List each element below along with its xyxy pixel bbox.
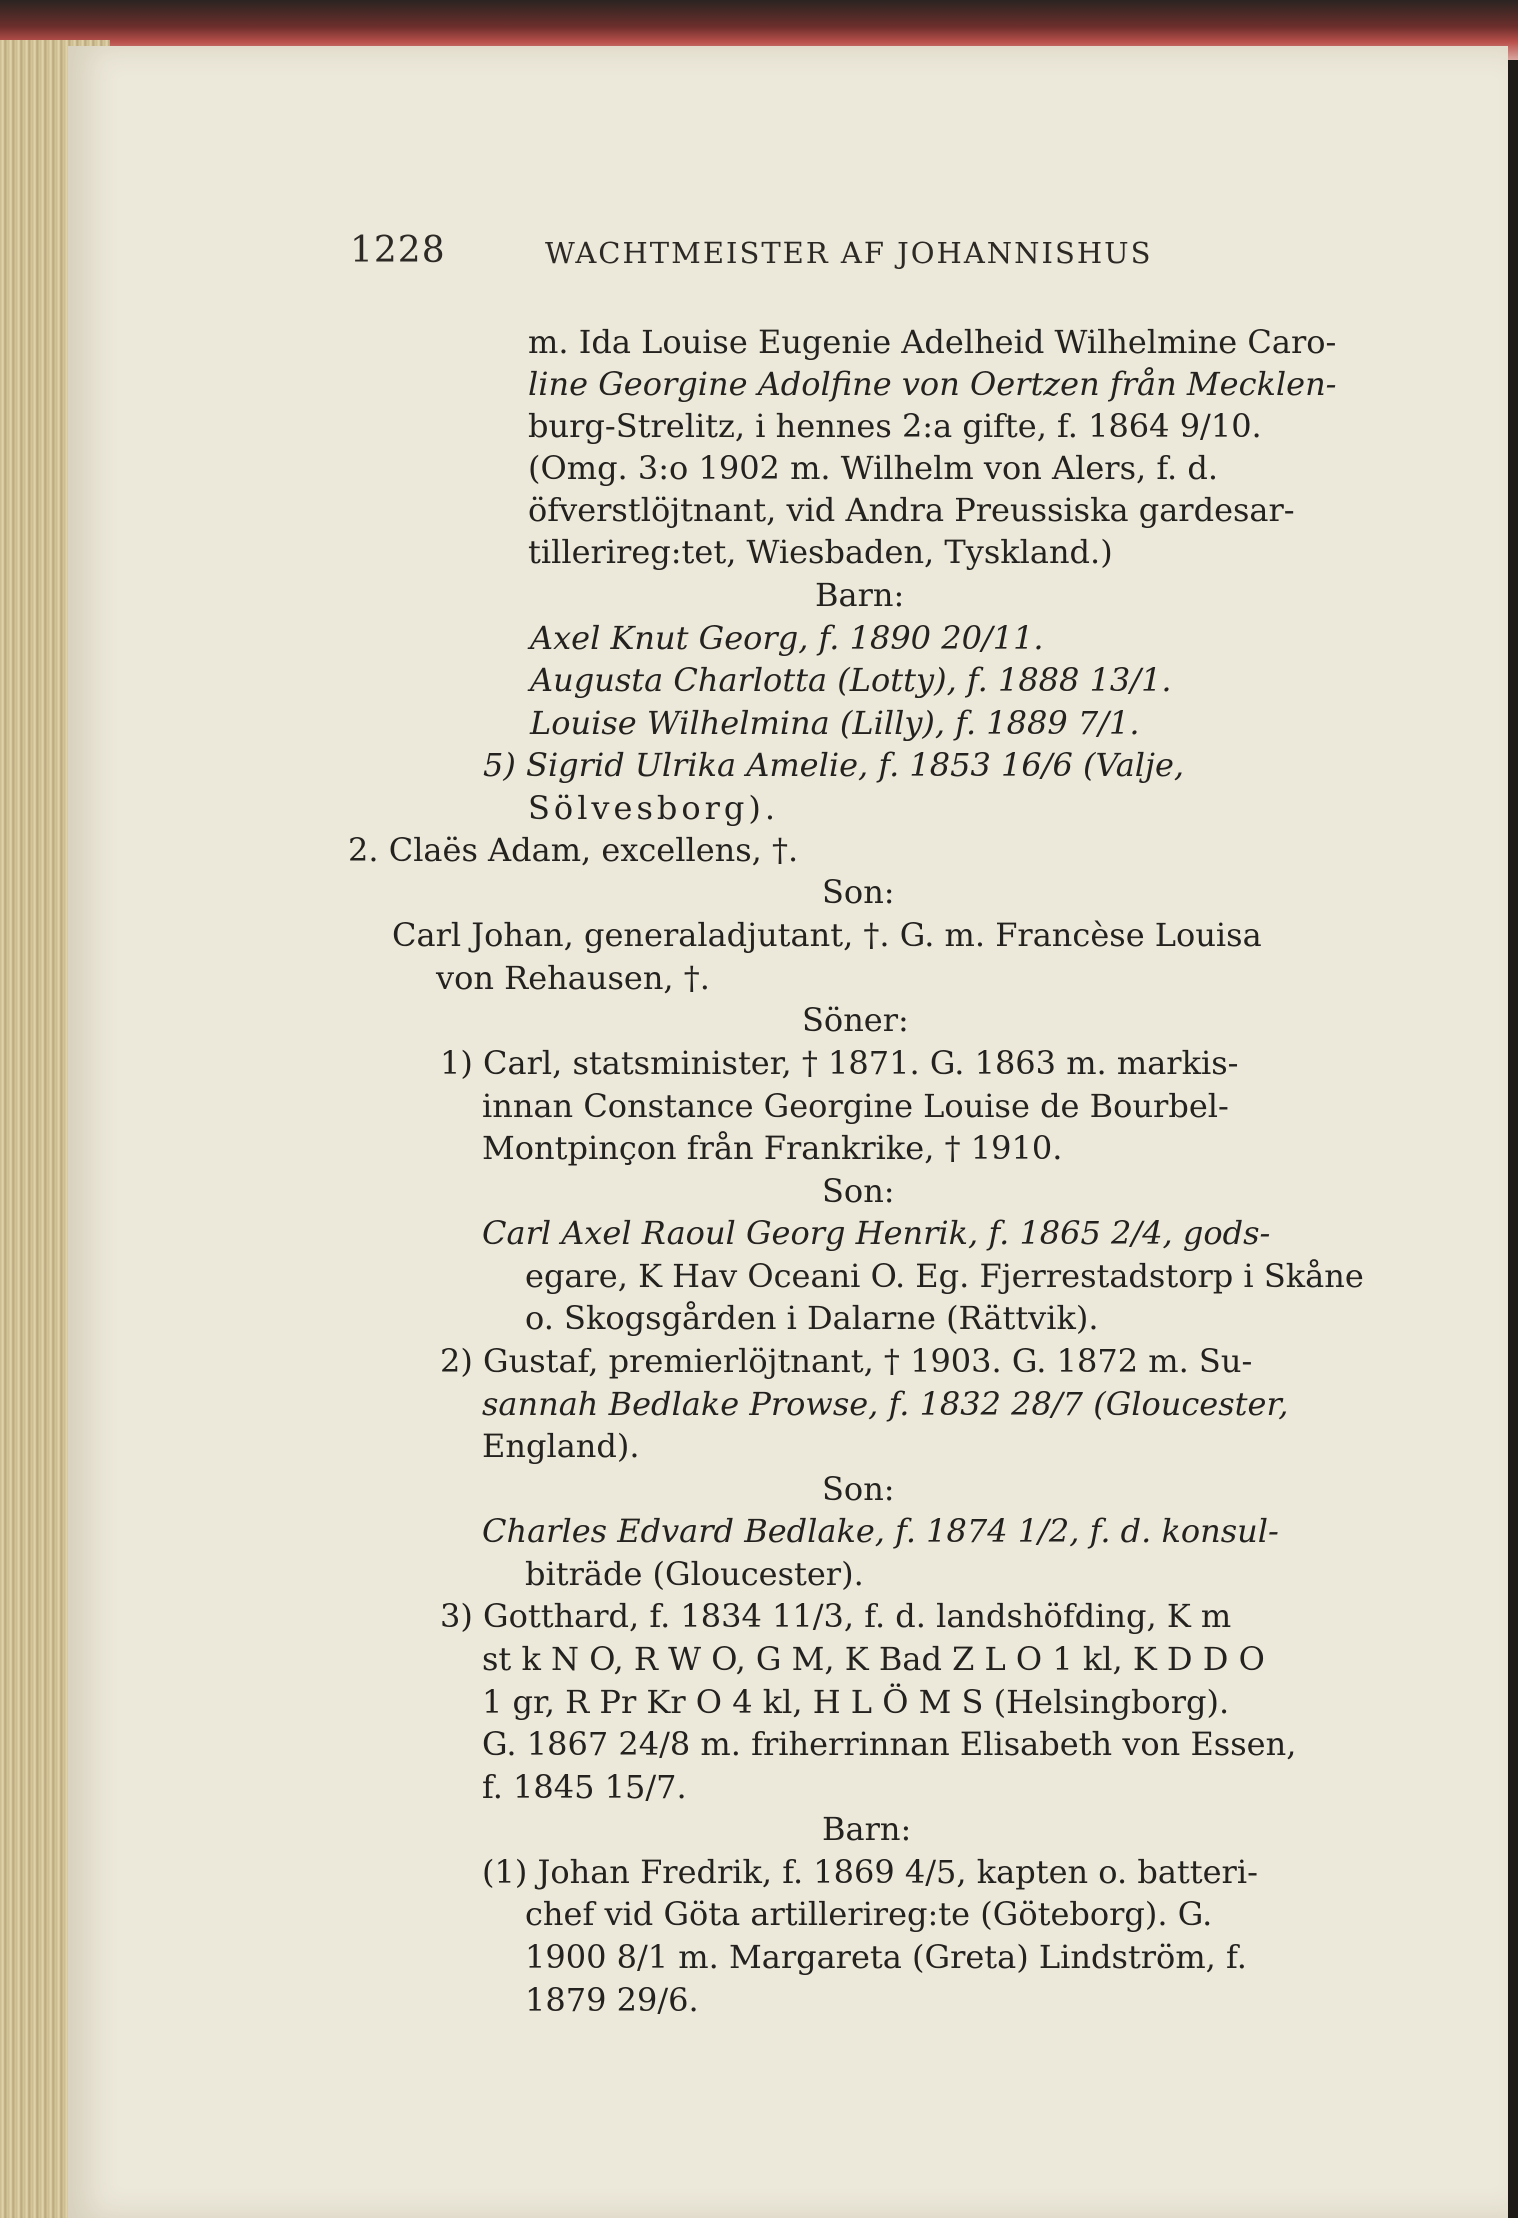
text-line: sannah Bedlake Prowse, f. 1832 28/7 (Gloucester,: [482, 1385, 1289, 1423]
text-line: öfverstlöjtnant, vid Andra Preussiska gardesar-: [528, 491, 1295, 529]
text-line: 1) Carl, statsminister, † 1871. G. 1863 m. markis-: [440, 1044, 1239, 1082]
page-number: 1228: [350, 230, 446, 271]
text-line: egare, K Hav Oceani O. Eg. Fjerrestadstorp i Skåne: [525, 1257, 1364, 1295]
section-heading: Son:: [822, 1172, 895, 1210]
section-heading: Söner:: [802, 1001, 909, 1039]
running-head: WACHTMEISTER AF JOHANNISHUS: [545, 236, 1153, 270]
text-line: Charles Edvard Bedlake, f. 1874 1/2, f. d. konsul-: [482, 1512, 1279, 1550]
text-line: Axel Knut Georg, f. 1890 20/11.: [530, 619, 1044, 657]
text-line: England).: [482, 1427, 640, 1465]
text-line: chef vid Göta artillerireg:te (Göteborg). G.: [525, 1895, 1213, 1933]
text-line: Montpinçon från Frankrike, † 1910.: [482, 1129, 1063, 1167]
text-line: (Omg. 3:o 1902 m. Wilhelm von Alers, f. d.: [528, 449, 1219, 487]
text-line: 2) Gustaf, premierlöjtnant, † 1903. G. 1872 m. Su-: [440, 1342, 1253, 1380]
text-line: Augusta Charlotta (Lotty), f. 1888 13/1.: [530, 661, 1172, 699]
text-line: 1900 8/1 m. Margareta (Greta) Lindström, f.: [525, 1938, 1247, 1976]
section-heading: Son:: [822, 873, 895, 911]
text-line: Louise Wilhelmina (Lilly), f. 1889 7/1.: [530, 704, 1140, 742]
text-line: Carl Johan, generaladjutant, †. G. m. Francèse Louisa: [392, 916, 1262, 954]
section-heading: Barn:: [815, 576, 905, 614]
text-line: f. 1845 15/7.: [482, 1768, 687, 1806]
text-line: biträde (Gloucester).: [525, 1555, 864, 1593]
text-line: m. Ida Louise Eugenie Adelheid Wilhelmine Caro-: [528, 323, 1337, 361]
text-line: line Georgine Adolfine von Oertzen från Mecklen-: [528, 365, 1337, 403]
text-line: 5) Sigrid Ulrika Amelie, f. 1853 16/6 (Valje,: [483, 746, 1185, 784]
text-line: burg-Strelitz, i hennes 2:a gifte, f. 1864 9/10.: [528, 407, 1262, 445]
text-line: Carl Axel Raoul Georg Henrik, f. 1865 2/4, gods-: [482, 1214, 1271, 1252]
text-line: tillerireg:tet, Wiesbaden, Tyskland.): [528, 533, 1113, 571]
text-line: G. 1867 24/8 m. friherrinnan Elisabeth von Essen,: [482, 1725, 1297, 1763]
section-heading: Son:: [822, 1470, 895, 1508]
text-line: 3) Gotthard, f. 1834 11/3, f. d. landshöfding, K m: [440, 1597, 1232, 1635]
text-line: 1 gr, R Pr Kr O 4 kl, H L Ö M S (Helsingborg).: [482, 1683, 1230, 1721]
text-line: o. Skogsgården i Dalarne (Rättvik).: [525, 1299, 1099, 1337]
section-heading: Barn:: [822, 1810, 912, 1848]
text-line: 1879 29/6.: [525, 1981, 699, 2019]
page-header: [350, 230, 1250, 280]
text-line: von Rehausen, †.: [436, 959, 710, 997]
text-line: innan Constance Georgine Louise de Bourbel-: [482, 1087, 1229, 1125]
text-line: st k N O, R W O, G M, K Bad Z L O 1 kl, K D D O: [482, 1640, 1265, 1678]
text-line: Sölvesborg).: [528, 789, 780, 827]
text-line: 2. Claës Adam, excellens, †.: [348, 831, 799, 869]
text-line: (1) Johan Fredrik, f. 1869 4/5, kapten o. batteri-: [482, 1853, 1258, 1891]
